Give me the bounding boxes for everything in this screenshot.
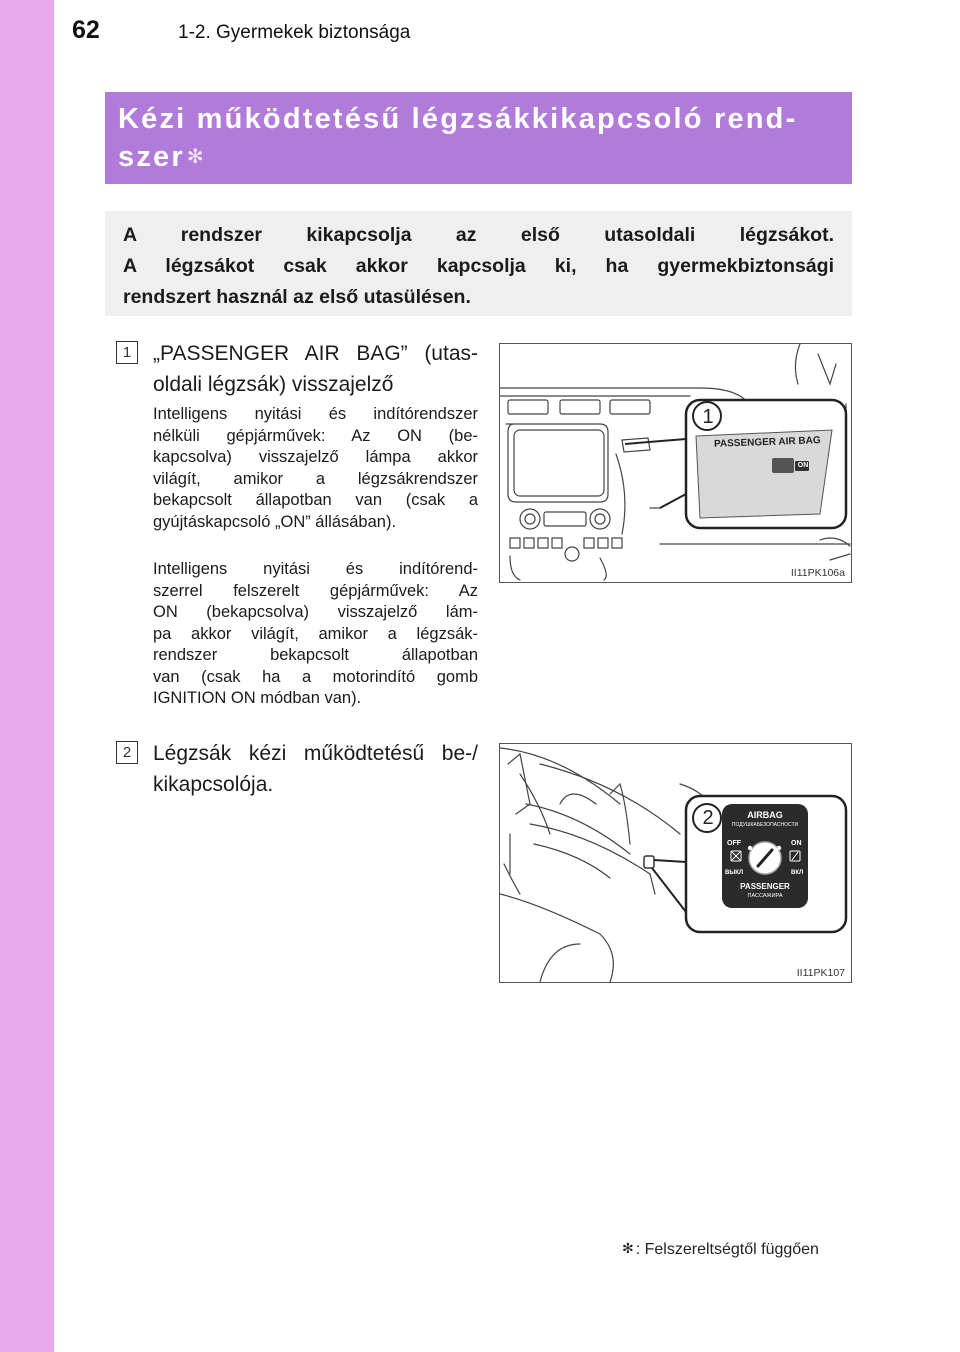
page-number: 62 bbox=[72, 16, 100, 44]
switch-on-label: ON bbox=[791, 840, 802, 847]
text-line: kapcsolva) visszajelző lámpa akkor bbox=[153, 448, 478, 466]
text-line: bekapcsolt állapotban van (csak a bbox=[153, 491, 478, 509]
switch-airbag-label-ru: ПОДУШКАБЕЗОПАСНОСТИ bbox=[731, 822, 799, 828]
section-title-box bbox=[105, 92, 852, 184]
glovebox-drawing bbox=[500, 744, 851, 982]
item-number-badge: 2 bbox=[116, 741, 138, 764]
footnote bbox=[622, 1240, 819, 1259]
item-title: oldali légzsák) visszajelző bbox=[153, 373, 394, 396]
switch-on-label-ru: ВКЛ bbox=[791, 870, 804, 876]
item-title: kikapcsolója. bbox=[153, 773, 274, 796]
airbag-switch-illustration bbox=[499, 743, 852, 983]
figure-code: II11PK106a bbox=[790, 567, 845, 579]
title-asterisk: ✻ bbox=[186, 146, 206, 168]
text-line: nélküli gépjárművek: Az ON (be- bbox=[153, 426, 478, 445]
item1-paragraph-2 bbox=[153, 559, 478, 710]
text-line: van (csak ha a motorindító gomb bbox=[153, 667, 478, 686]
switch-passenger-label-ru: ПАССАЖИРА bbox=[747, 893, 783, 899]
title-line-2: szer bbox=[118, 141, 185, 173]
item-number-badge: 1 bbox=[116, 341, 138, 364]
item-title: „PASSENGER AIR BAG” (utas- bbox=[153, 342, 478, 365]
passenger-airbag-label: PASSENGER AIR BAG bbox=[713, 435, 821, 450]
item1-paragraph-1 bbox=[153, 404, 478, 533]
item-title: Légzsák kézi működtetésű be-/ bbox=[153, 742, 478, 765]
switch-passenger-label: PASSENGER bbox=[740, 882, 790, 891]
dashboard-indicator-illustration bbox=[499, 343, 852, 583]
text-line: gyújtáskapcsoló „ON” állásában). bbox=[153, 512, 397, 531]
text-line: szerrel felszerelt gépjárművek: Az bbox=[153, 581, 478, 600]
footnote-text: : Felszereltségtől függően bbox=[635, 1241, 819, 1258]
figure-code: II11PK107 bbox=[796, 967, 845, 979]
section-title bbox=[118, 100, 839, 176]
text-line: ON (bekapcsolva) visszajelző lám- bbox=[153, 603, 478, 621]
footnote-asterisk: ✻ bbox=[622, 1240, 634, 1256]
text-line: rendszer bekapcsolt állapotban bbox=[153, 646, 478, 664]
switch-off-label: OFF bbox=[727, 840, 741, 847]
section-header: 1-2. Gyermekek biztonsága bbox=[178, 22, 411, 43]
intro-line: A légzsákot csak akkor kapcsolja ki, ha gyermekbiztonsági bbox=[123, 255, 834, 277]
switch-off-label-ru: ВЫКЛ bbox=[725, 870, 744, 876]
on-indicator-label: ON bbox=[797, 462, 809, 469]
side-color-band bbox=[0, 0, 54, 1352]
intro-line: rendszert használ az első utasülésen. bbox=[123, 286, 471, 308]
intro-line: A rendszer kikapcsolja az első utasoldali légzsákot. bbox=[123, 224, 834, 246]
callout-number: 1 bbox=[702, 406, 714, 428]
text-line: pa akkor világít, amikor a légzsák- bbox=[153, 624, 478, 643]
text-line: Intelligens nyitási és indítórendszer bbox=[153, 405, 478, 423]
text-line: IGNITION ON módban van). bbox=[153, 689, 362, 707]
text-line: világít, amikor a légzsákrendszer bbox=[153, 469, 478, 488]
switch-airbag-label: AIRBAG bbox=[747, 810, 783, 820]
callout-number: 2 bbox=[702, 807, 714, 829]
title-line-1: Kézi működtetésű légzsákkikapcsoló rend- bbox=[118, 103, 798, 135]
intro-box bbox=[105, 211, 852, 316]
text-line: Intelligens nyitási és indítórend- bbox=[153, 560, 478, 578]
